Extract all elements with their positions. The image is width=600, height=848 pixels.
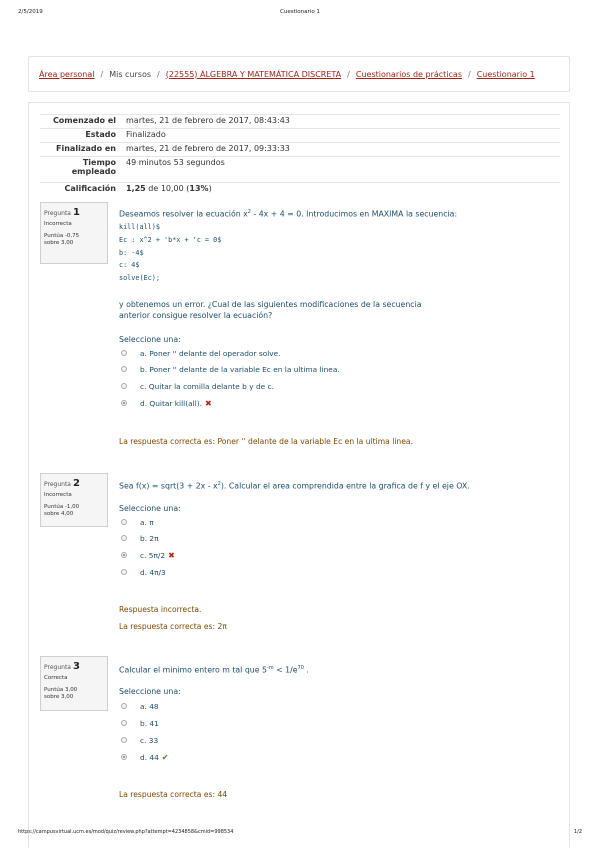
radio-button[interactable]: [121, 535, 127, 541]
summary-value: martes, 21 de febrero de 2017, 08:43:43: [122, 115, 560, 129]
breadcrumb-courses: Mis cursos: [109, 69, 152, 79]
code-line: kill(all)$: [119, 223, 160, 231]
answer-option[interactable]: [119, 566, 166, 578]
summary-row-finished: [40, 143, 560, 157]
breadcrumb-section-link[interactable]: Cuestionarios de prácticas: [355, 69, 462, 79]
correct-answer-feedback: La respuesta correcta es: 44: [119, 790, 228, 799]
breadcrumb-separator: /: [347, 69, 350, 79]
incorrect-icon: ✖: [204, 398, 212, 408]
code-line: solve(Ec);: [119, 274, 160, 283]
question-number: [44, 207, 104, 218]
radio-button[interactable]: [121, 703, 127, 709]
answer-option-selected[interactable]: [119, 397, 212, 409]
question-text-part: ). Calcular el area comprendida entre la grafica de f y el eje OX.: [220, 481, 470, 491]
answer-option[interactable]: [119, 532, 159, 544]
question-info-1: [40, 202, 108, 264]
option-label: c. 5π/2: [140, 550, 166, 560]
answer-option[interactable]: [119, 516, 154, 528]
summary-row-state: [40, 129, 560, 143]
question-grade: [44, 233, 104, 248]
select-prompt: Seleccione una:: [119, 687, 181, 696]
answer-option[interactable]: [119, 700, 159, 712]
summary-row-grade: [40, 183, 560, 197]
question-text-part: Deseamos resolver la ecuación x: [119, 209, 248, 219]
print-header: [0, 9, 600, 19]
radio-button[interactable]: [121, 720, 127, 726]
question-number-value: 3: [72, 661, 80, 672]
question-grade: [44, 504, 104, 519]
answer-option[interactable]: [119, 380, 274, 392]
radio-button[interactable]: [121, 737, 127, 743]
question-text-1: [119, 209, 457, 219]
summary-label: Tiempo empleado: [40, 157, 122, 183]
correct-answer-feedback: La respuesta correcta es: 2π: [119, 622, 227, 631]
grade-line: Puntúa 3,00: [44, 687, 78, 693]
breadcrumb-separator: /: [468, 69, 471, 79]
radio-button[interactable]: [121, 366, 127, 372]
grade-line: sobre 4,00: [44, 511, 74, 518]
question-text-part: Sea f(x) = sqrt(3 + 2x - x: [119, 481, 218, 491]
summary-label: Comenzado el: [40, 115, 122, 129]
summary-label: Finalizado en: [40, 143, 122, 157]
summary-label: Calificación: [40, 183, 122, 197]
question-grade: [44, 687, 104, 702]
radio-button[interactable]: [121, 519, 127, 525]
question-label: Pregunta: [44, 210, 71, 217]
option-label: b. 2π: [140, 533, 159, 543]
question-state: Incorrecta: [44, 221, 72, 227]
answer-option[interactable]: [119, 717, 159, 729]
grade-line: Puntúa -1,00: [44, 504, 80, 510]
summary-row-time: [40, 157, 560, 183]
incorrect-feedback: Respuesta incorrecta.: [119, 605, 202, 614]
option-label: d. Quitar kill(all).: [140, 398, 202, 408]
code-line: c: 4$: [119, 261, 140, 270]
question-text-3: [119, 665, 309, 675]
question-info-2: [40, 473, 108, 527]
option-label: c. 33: [140, 735, 159, 745]
maxima-code-block: [119, 221, 221, 285]
breadcrumb-quiz-link[interactable]: Cuestionario 1: [476, 69, 535, 79]
code-line: b: -4$: [119, 248, 144, 257]
print-page-count: 1/2: [573, 829, 582, 835]
summary-value: Finalizado: [122, 129, 560, 143]
answer-option-selected[interactable]: [119, 751, 169, 763]
radio-button-selected[interactable]: [121, 552, 127, 558]
question-number-value: 1: [72, 207, 80, 218]
question-number-value: 2: [72, 478, 80, 489]
print-date: 2/5/2019: [18, 9, 43, 15]
code-line: Ec : x^2 + 'b*x + 'c = 0$: [119, 235, 222, 244]
answer-option[interactable]: [119, 363, 340, 375]
breadcrumb-area-link[interactable]: Área personal: [39, 69, 95, 79]
question-text-part: .: [303, 665, 309, 675]
superscript: 70: [297, 665, 304, 671]
summary-row-started: [40, 115, 560, 129]
option-label: b. 41: [140, 718, 159, 728]
radio-button-selected[interactable]: [121, 400, 127, 406]
select-prompt: Seleccione una:: [119, 504, 181, 513]
grade-line: sobre 3,00: [44, 240, 74, 247]
summary-label: Estado: [40, 129, 122, 143]
question-text-part: Calcular el minimo entero m tal que 5: [119, 665, 267, 675]
radio-button-selected[interactable]: [121, 754, 127, 760]
correct-answer-feedback: La respuesta correcta es: Poner '' delante de la variable Ec en la ultima linea.: [119, 437, 413, 446]
option-label: a. π: [140, 517, 154, 527]
option-label: c. Quitar la comilla delante b y de c.: [140, 381, 274, 391]
grade-end: ): [208, 184, 212, 193]
superscript: -m: [266, 665, 274, 671]
option-label: d. 44: [140, 752, 159, 762]
superscript: 2: [247, 209, 251, 215]
question-followup-text: y obtenemos un error. ¿Cual de las siguientes modificaciones de la secuencia anterior consigue resolver la ecuación?: [119, 300, 422, 320]
radio-button[interactable]: [121, 383, 127, 389]
question-text-2: [119, 481, 470, 491]
superscript: 2: [217, 481, 221, 487]
answer-option-selected[interactable]: [119, 549, 175, 561]
select-prompt: Seleccione una:: [119, 335, 181, 344]
option-label: a. Poner '' delante del operador solve.: [140, 348, 281, 358]
question-label: Pregunta: [44, 481, 71, 488]
grade-percent: 13%: [189, 184, 209, 193]
radio-button[interactable]: [121, 569, 127, 575]
summary-value: martes, 21 de febrero de 2017, 09:33:33: [122, 143, 560, 157]
question-info-3: [40, 656, 108, 711]
breadcrumb: [28, 56, 570, 92]
answer-option[interactable]: [119, 734, 158, 746]
breadcrumb-separator: /: [100, 69, 104, 79]
question-number: [44, 478, 104, 489]
summary-value: [122, 183, 560, 197]
question-number: [44, 661, 104, 672]
grade-mid: de 10,00 (: [145, 184, 190, 193]
option-label: b. Poner '' delante de la variable Ec en la ultima linea.: [140, 364, 340, 374]
print-footer: [0, 829, 600, 839]
option-label: a. 48: [140, 701, 159, 711]
option-label: d. 4π/3: [140, 567, 166, 577]
print-title: Cuestionario 1: [280, 9, 320, 15]
breadcrumb-separator: /: [157, 69, 160, 79]
correct-icon: ✔: [161, 752, 169, 762]
question-text-part: - 4x + 4 = 0. Introducimos en MAXIMA la secuencia:: [250, 209, 458, 219]
grade-line: Puntúa -0,75: [44, 233, 80, 239]
print-url: https://campusvirtual.ucm.es/mod/quiz/review.php?attempt=4234858&cmid=998534: [18, 829, 234, 835]
question-state: Incorrecta: [44, 492, 72, 498]
summary-value: 49 minutos 53 segundos: [122, 157, 560, 183]
answer-option[interactable]: [119, 347, 281, 359]
radio-button[interactable]: [121, 350, 127, 356]
incorrect-icon: ✖: [168, 550, 175, 560]
question-state: Correcta: [44, 675, 68, 681]
grade-score: 1,25: [126, 184, 146, 193]
grade-line: sobre 3,00: [44, 694, 74, 701]
attempt-summary-table: [40, 114, 560, 196]
breadcrumb-course-link[interactable]: (22555) ÁLGEBRA Y MATEMÁTICA DISCRETA: [165, 69, 342, 79]
question-label: Pregunta: [44, 664, 71, 671]
question-text-part: < 1/e: [273, 665, 298, 675]
